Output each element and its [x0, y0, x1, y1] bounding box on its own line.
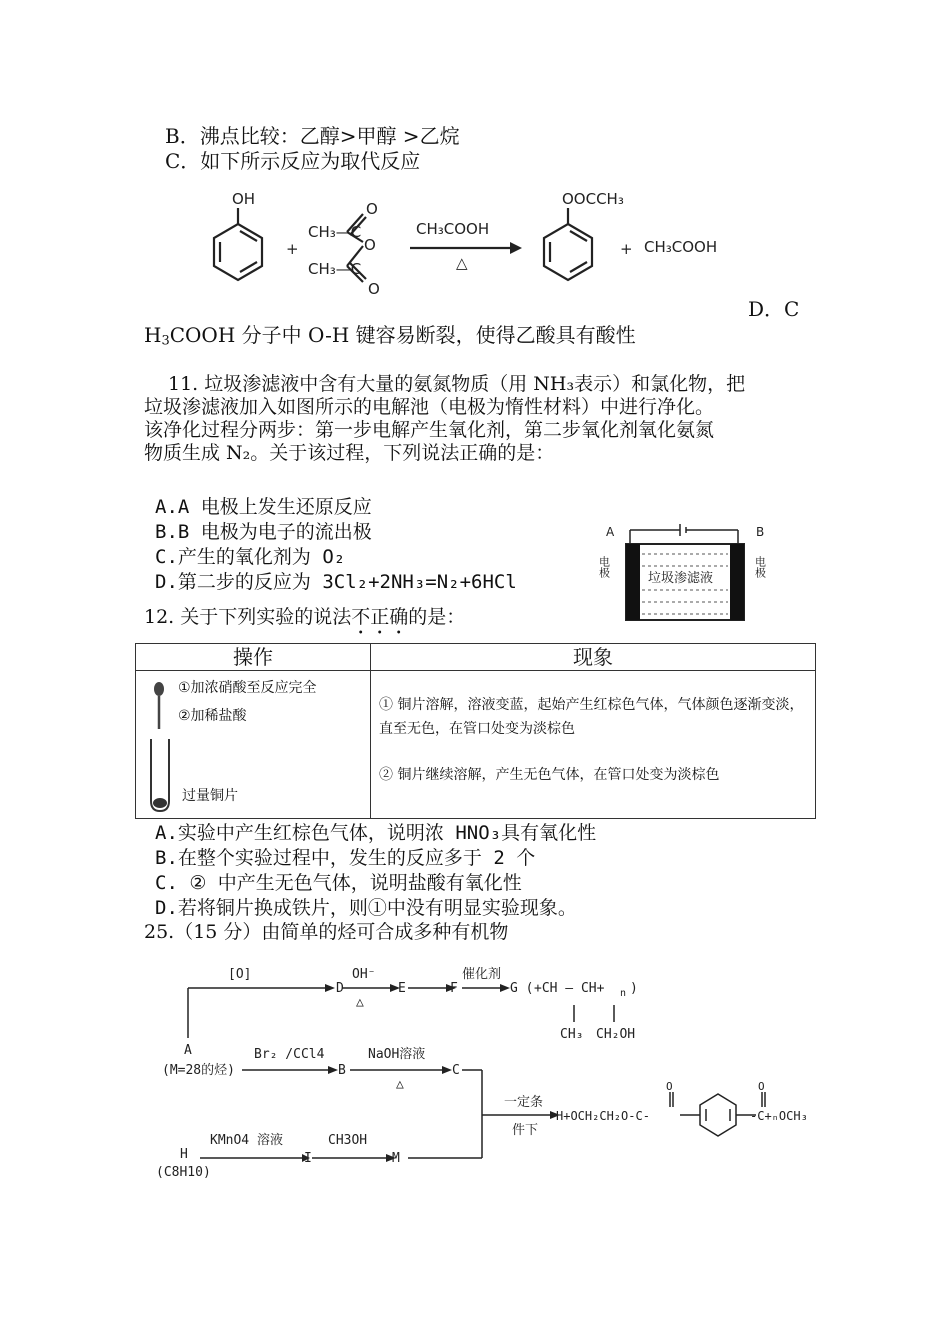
q11-stem-line1: 11. 垃圾渗滤液中含有大量的氨氮物质（用 NH₃表示）和氯化物，把 — [168, 373, 746, 395]
node-a-note: (M=28的烃) — [162, 1063, 235, 1078]
hydroxymethyl-group: CH₂OH — [596, 1027, 636, 1042]
phenomenon-cell — [371, 671, 816, 819]
polymer-chain: +CH — CH+ — [534, 981, 605, 996]
operation-cell — [136, 671, 371, 819]
copper-label: 过量铜片 — [182, 788, 238, 804]
carbonyl-o-bottom: O — [368, 280, 380, 298]
kmno4-label: KMnO4 溶液 — [210, 1133, 283, 1148]
polyester-end: -C+ₙOCH₃ — [750, 1109, 808, 1123]
delta-2: △ — [396, 1077, 404, 1092]
electrode-b — [730, 544, 744, 620]
carbonyl-o-top: O — [366, 200, 378, 218]
acetylation-reaction-diagram — [200, 184, 740, 299]
arrow-top-label: CH₃COOH — [416, 220, 490, 238]
oh-minus-label: OH⁻ — [352, 967, 376, 982]
benzene-ring-1 — [214, 224, 262, 280]
plus-sign-2: + — [620, 240, 633, 258]
acetic-acid-label: CH₃COOH — [644, 238, 718, 256]
q10-option-d-rest: $H_3COOH$ 分子中 O-H 键容易断裂，使得乙酸具有酸性 — [144, 323, 636, 349]
methyl-group: CH₃ — [560, 1027, 584, 1042]
q12-stem: 12. 关于下列实验的说法不正确的是： — [144, 606, 466, 628]
q11-stem-line4: 物质生成 N₂。关于该过程，下列说法正确的是： — [144, 442, 555, 464]
node-f: F — [450, 981, 458, 996]
q12-option-d: D.若将铜片换成铁片，则①中没有明显实验现象。 — [155, 897, 577, 919]
q11-option-b: B.B 电极为电子的流出极 — [155, 521, 372, 543]
experiment-table — [135, 643, 816, 819]
q11-stem-line2: 垃圾渗滤液加入如图所示的电解池（电极为惰性材料）中进行净化。 — [144, 396, 715, 418]
g-close: ) — [630, 981, 638, 996]
arrow-bottom-label: △ — [456, 254, 468, 272]
label-b: B — [756, 525, 765, 539]
q12-option-a: A.实验中产生红棕色气体，说明浓 HNO₃具有氧化性 — [155, 822, 597, 844]
q11-option-a: A.A 电极上发生还原反应 — [155, 496, 372, 518]
bromine-label: Br₂ /CCl4 — [254, 1047, 325, 1062]
benzene-ring-2 — [544, 224, 592, 280]
polyester-start: H+OCH₂CH₂O-C- — [556, 1109, 650, 1123]
node-e: E — [398, 981, 406, 996]
test-tube-icon — [144, 677, 184, 813]
node-i: I — [304, 1151, 312, 1166]
solution-label: 垃圾渗滤液 — [648, 571, 714, 586]
condition-top: 一定条 — [504, 1095, 544, 1110]
oh-label: OH — [232, 190, 256, 208]
header-phenomenon: 现象 — [371, 644, 816, 671]
step-2-label: ②加稀盐酸 — [178, 708, 247, 724]
node-g: G ( — [510, 981, 534, 996]
header-operation: 操作 — [136, 644, 371, 671]
plus-sign: + — [286, 240, 299, 258]
polymer-n: n — [620, 988, 627, 999]
catalyst-label: 催化剂 — [462, 967, 502, 982]
ester-label: OOCCH₃ — [562, 190, 624, 208]
label-a: A — [606, 525, 615, 539]
electrolysis-cell-diagram — [597, 518, 775, 623]
naoh-label: NaOH溶液 — [368, 1047, 426, 1062]
electrode-right-label: 电极 — [753, 556, 767, 578]
step-1-label: ①加浓硝酸至反应完全 — [178, 680, 317, 696]
node-h: H — [180, 1147, 188, 1162]
carbonyl-o-2: O — [758, 1080, 765, 1093]
node-d: D — [336, 981, 344, 996]
electrode-left-label: 电极 — [597, 556, 611, 578]
synthesis-scheme — [150, 960, 830, 1180]
q10-option-d-start: D．C — [748, 297, 800, 321]
q11-stem-line3: 该净化过程分两步：第一步电解产生氧化剂，第二步氧化剂氧化氨氮 — [144, 419, 715, 441]
node-m: M — [392, 1151, 400, 1166]
oxidation-label: [O] — [228, 967, 252, 982]
q11-option-c: C.产生的氧化剂为 O₂ — [155, 546, 346, 568]
electrode-a — [626, 544, 640, 620]
condition-bottom: 件下 — [512, 1123, 539, 1138]
q11-option-d: D.第二步的反应为 3Cl₂+2NH₃=N₂+6HCl — [155, 571, 517, 593]
methanol-label: CH3OH — [328, 1133, 368, 1148]
phenomenon-2: ② 铜片继续溶解，产生无色气体，在管口处变为淡棕色 — [379, 767, 720, 783]
node-b: B — [338, 1063, 346, 1078]
carbonyl-o-1: O — [666, 1080, 673, 1093]
q25-stem: 25.（15 分）由简单的烃可合成多种有机物 — [144, 921, 509, 943]
bridge-o: O — [364, 236, 376, 254]
delta-1: △ — [356, 995, 364, 1010]
q12-option-c: C. ② 中产生无色气体，说明盐酸有氧化性 — [155, 872, 522, 894]
node-c: C — [452, 1063, 460, 1078]
q10-option-b: B．沸点比较：乙醇>甲醇 >乙烷 — [165, 124, 460, 148]
phenomenon-1: ① 铜片溶解，溶液变蓝，起始产生红棕色气体，气体颜色逐渐变淡，直至无色，在管口处变为淡棕色 — [379, 697, 804, 737]
node-h-note: (C8H10) — [156, 1165, 211, 1180]
acyl-top: CH₃—C — [308, 223, 362, 241]
q12-option-b: B.在整个实验过程中，发生的反应多于 2 个 — [155, 847, 536, 869]
acyl-bottom: CH₃—C — [308, 260, 362, 278]
q10-option-c: C．如下所示反应为取代反应 — [165, 149, 421, 173]
node-a: A — [184, 1043, 192, 1058]
